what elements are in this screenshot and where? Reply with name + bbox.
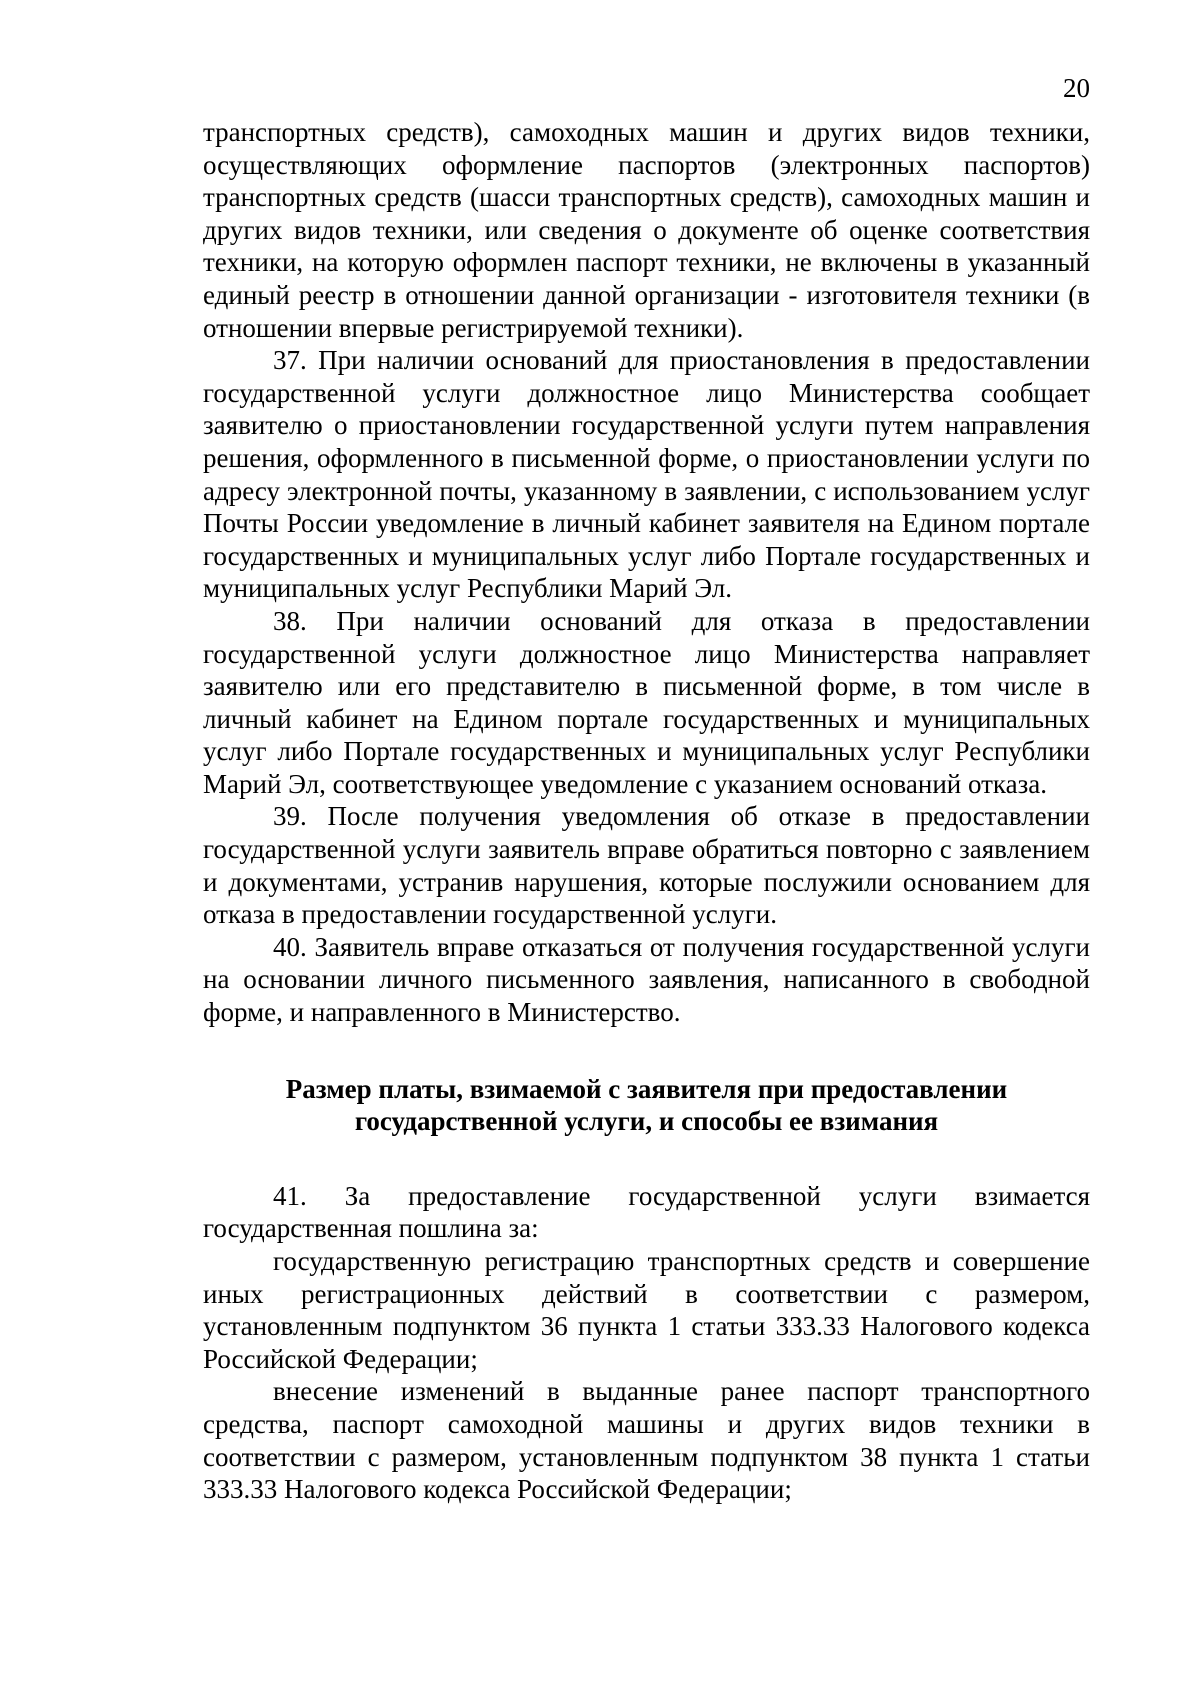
paragraph-40: 40. Заявитель вправе отказаться от получения государственной услуги на основании личного письменного заявления, написанного в свободной форме, и направленного в Министерство. bbox=[203, 931, 1090, 1028]
paragraph-38: 38. При наличии оснований для отказа в предоставлении государственной услуги должностное лицо Министерства направляет заявителю или его представителю в письменной форме, в том числе в личный кабинет на Едином портале государственных и муниципальных услуг либо Портале государственных и муниципальных услуг Республики Марий Эл, соответствующее уведомление с указанием оснований отказа. bbox=[203, 605, 1090, 799]
section-heading bbox=[203, 1073, 1090, 1138]
paragraph-continuation: транспортных средств), самоходных машин и других видов техники, осуществляющих оформление паспортов (электронных паспортов) транспортных средств (шасси транспортных средств), самоходных машин и других видов техники, или сведения о документе об оценке соответствия техники, на которую оформлен паспорт техники, не включены в указанный единый реестр в отношении данной организации - изготовителя техники (в отношении впервые регистрируемой техники). bbox=[203, 117, 1090, 343]
section-heading-line-2: государственной услуги, и способы ее взимания bbox=[354, 1106, 939, 1137]
paragraph-41-item-passport-changes: внесение изменений в выданные ранее паспорт транспортного средства, паспорт самоходной машины и других видов техники в соответствии с размером, установленным подпунктом 38 пункта 1 статьи 333.33 Налогового кодекса Российской Федерации; bbox=[203, 1376, 1090, 1505]
paragraph-37: 37. При наличии оснований для приостановления в предоставлении государственной услуги должностное лицо Министерства сообщает заявителю о приостановлении государственной услуги путем направления решения, оформленного в письменной форме, о приостановлении услуги по адресу электронной почты, указанному в заявлении, с использованием услуг Почты России уведомление в личный кабинет заявителя на Едином портале государственных и муниципальных услуг либо Портале государственных и муниципальных услуг Республики Марий Эл. bbox=[203, 345, 1090, 604]
paragraph-39: 39. После получения уведомления об отказе в предоставлении государственной услуги заявитель вправе обратиться повторно с заявлением и документами, устранив нарушения, которые послужили основанием для отказа в предоставлении государственной услуги. bbox=[203, 801, 1090, 930]
paragraph-41: 41. За предоставление государственной услуги взимается государственная пошлина за: bbox=[203, 1180, 1090, 1244]
section-body bbox=[203, 1180, 1090, 1506]
paragraph-41-item-registration: государственную регистрацию транспортных средств и совершение иных регистрационных действий в соответствии с размером, установленным подпунктом 36 пункта 1 статьи 333.33 Налогового кодекса Российской Федерации; bbox=[203, 1246, 1090, 1374]
page-number: 20 bbox=[1063, 73, 1090, 103]
document-body bbox=[203, 116, 1090, 1506]
section-heading-line-1: Размер платы, взимаемой с заявителя при предоставлении bbox=[285, 1073, 1008, 1104]
